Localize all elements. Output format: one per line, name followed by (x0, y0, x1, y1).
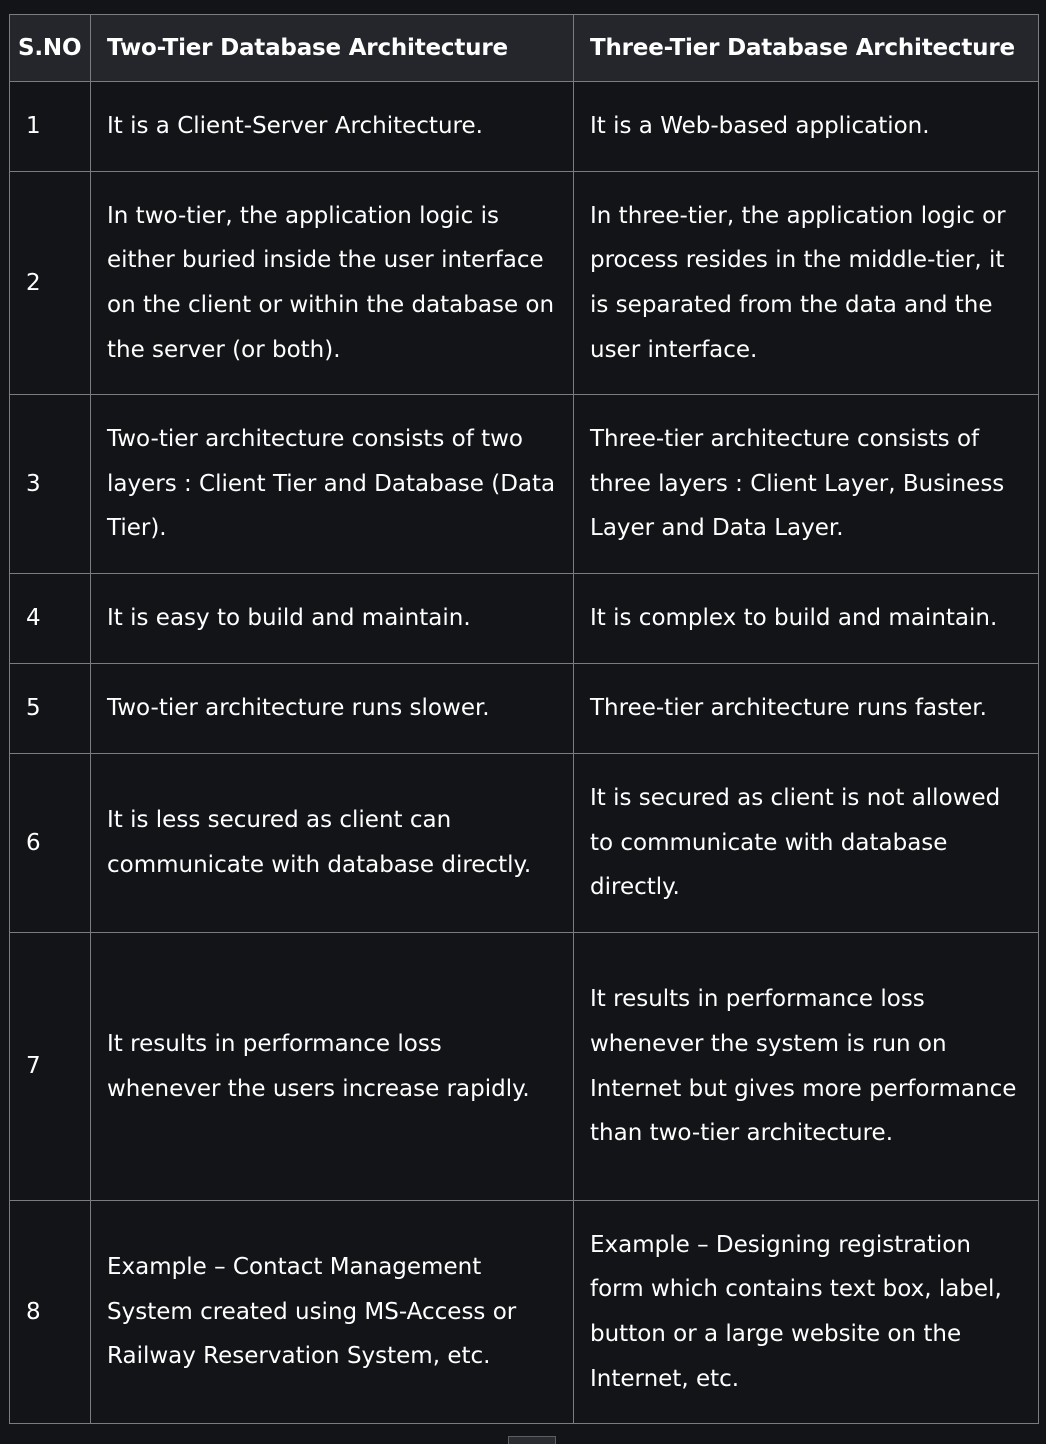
table-row (10, 1201, 1039, 1424)
two-tier-cell (91, 1201, 574, 1424)
table-row (10, 754, 1039, 933)
cell-text: Two-tier architecture consists of two layers : Client Tier and Database (Data Tier). (107, 426, 556, 542)
row-number: 7 (10, 933, 91, 1201)
cell-text: Three-tier architecture consists of three layers : Client Layer, Business Layer and Data Layer. (590, 426, 1005, 542)
two-tier-cell (91, 82, 574, 172)
cell-text: It is a Web-based application. (590, 113, 930, 140)
row-number: 5 (10, 664, 91, 754)
table-row (10, 395, 1039, 574)
table-row (10, 933, 1039, 1201)
row-number: 1 (10, 82, 91, 172)
cell-text: It is a Client-Server Architecture. (107, 113, 483, 140)
row-number: 3 (10, 395, 91, 574)
table-row (10, 172, 1039, 395)
two-tier-cell (91, 754, 574, 933)
cell-text: In two-tier, the application logic is either buried inside the user interface on the client or within the database on the server (or both). (107, 202, 555, 363)
header-sno: S.NO (10, 15, 91, 82)
header-three-tier: Three-Tier Database Architecture (574, 15, 1039, 82)
three-tier-cell (574, 1201, 1039, 1424)
two-tier-cell (91, 574, 574, 664)
three-tier-cell (574, 933, 1039, 1201)
two-tier-cell (91, 664, 574, 754)
row-number: 2 (10, 172, 91, 395)
three-tier-cell (574, 574, 1039, 664)
three-tier-cell (574, 754, 1039, 933)
cell-text: Three-tier architecture runs faster. (590, 695, 987, 722)
table-row (10, 82, 1039, 172)
two-tier-cell (91, 172, 574, 395)
row-number: 4 (10, 574, 91, 664)
cell-text: It is complex to build and maintain. (590, 605, 998, 632)
cell-text: Two-tier architecture runs slower. (107, 695, 490, 722)
table-row (10, 664, 1039, 754)
header-two-tier: Two-Tier Database Architecture (91, 15, 574, 82)
row-number: 8 (10, 1201, 91, 1424)
three-tier-cell (574, 664, 1039, 754)
cell-text: It results in performance loss whenever the system is run on Internet but gives more performance than two-tier architecture. (590, 986, 1017, 1147)
cell-text: It results in performance loss whenever the users increase rapidly. (107, 1030, 530, 1102)
table-header-row (10, 15, 1039, 82)
two-tier-cell (91, 395, 574, 574)
comparison-table (9, 14, 1039, 1424)
table-row (10, 574, 1039, 664)
cell-text: It is less secured as client can communicate with database directly. (107, 807, 532, 878)
two-tier-cell (91, 933, 574, 1201)
cell-text: It is easy to build and maintain. (107, 605, 471, 632)
cell-text: Example – Designing registration form which contains text box, label, button or a large website on the Internet, etc. (590, 1231, 1002, 1392)
cell-text: In three-tier, the application logic or process resides in the middle-tier, it is separated from the data and the user interface. (590, 202, 1006, 363)
row-number: 6 (10, 754, 91, 933)
cell-text: It is secured as client is not allowed to communicate with database directly. (590, 785, 1001, 901)
three-tier-cell (574, 395, 1039, 574)
three-tier-cell (574, 172, 1039, 395)
three-tier-cell (574, 82, 1039, 172)
cell-text: Example – Contact Management System created using MS-Access or Railway Reservation System, etc. (107, 1254, 517, 1370)
